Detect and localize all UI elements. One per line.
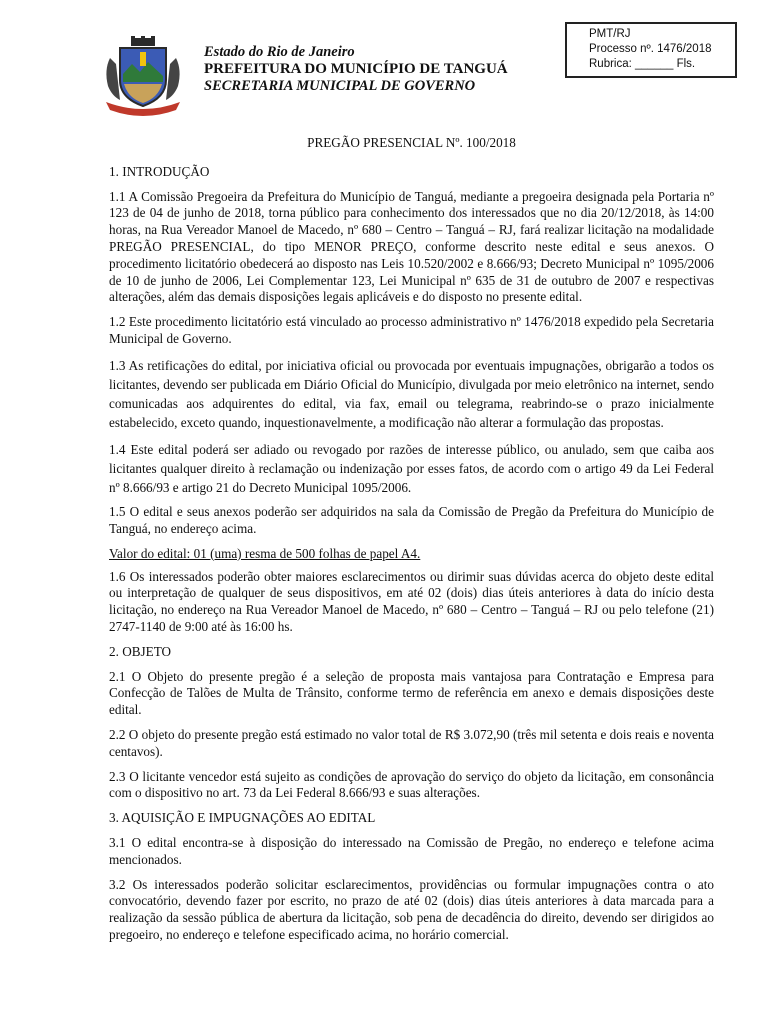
paragraph-2-2: 2.2 O objeto do presente pregão está estimado no valor total de R$ 3.072,90 (três mil setenta e dois reais e noventa centavos). xyxy=(109,726,714,759)
edital-value: Valor do edital: 01 (uma) resma de 500 folhas de papel A4. xyxy=(109,545,421,561)
protocol-stamp xyxy=(565,22,737,78)
paragraph-1-4: 1.4 Este edital poderá ser adiado ou revogado por razões de interesse público, ou anulado, sem que caiba aos licitantes qualquer direito à reclamação ou indenização por esses fatos, de acordo com o artigo 49 da Lei Federal nº 8.666/93 e artigo 21 do Decreto Municipal 1095/2006. xyxy=(109,441,714,495)
section-heading-aquisicao: 3. AQUISIÇÃO E IMPUGNAÇÕES AO EDITAL xyxy=(109,810,376,826)
state-name: Estado do Rio de Janeiro xyxy=(204,44,355,60)
paragraph-1-3: 1.3 As retificações do edital, por iniciativa oficial ou provocada por eventuais impugnações, obrigarão a todos os licitantes, devendo ser publicada em Diário Oficial do Município, divulgada por meio eletrônico na internet, sendo comunicadas aos adquirentes do edital, via fax, email ou telegrama, reabrindo-se o prazo inicialmente estabelecido, exceto quando, inquestionavelmente, a modificação não alterar a formulação das propostas. xyxy=(109,357,714,431)
paragraph-2-3: 2.3 O licitante vencedor está sujeito as condições de aprovação do serviço do objeto da licitação, em consonância com o dispositivo no art. 73 da Lei Federal 8.666/93 e suas alterações. xyxy=(109,768,714,801)
document-body xyxy=(109,135,714,952)
crest-sun xyxy=(140,52,146,66)
paragraph-1-1: 1.1 A Comissão Pregoeira da Prefeitura do Município de Tanguá, mediante a pregoeira designada pela Portaria nº 123 de 04 de junho de 2018, torna público para conhecimento dos interessados que no dia 20/12/2018, às 14:00 horas, na Rua Vereador Manoel de Macedo, nº 680 – Centro – Tanguá – RJ, fará realizar licitação na modalidade PREGÃO PRESENCIAL, do tipo MENOR PREÇO, conforme descrito neste edital e seus anexos. O procedimento licitatório obedecerá ao disposto nas Leis 10.520/2002 e 8.666/93; Decreto Municipal nº 1095/2006 de 10 de junho de 2006, Lei Complementar 123, Lei Municipal nº 635 de 31 de outubro de 2007 e respectivas alterações, além das demais disposições legais aplicáveis e do disposto no presente edital. xyxy=(109,188,714,305)
secretaria-name: SECRETARIA MUNICIPAL DE GOVERNO xyxy=(204,78,476,94)
prefeitura-name: PREFEITURA DO MUNICÍPIO DE TANGUÁ xyxy=(204,61,508,77)
stamp-line-processo: Processo nº. 1476/2018 xyxy=(589,43,712,55)
paragraph-3-2: 3.2 Os interessados poderão solicitar esclarecimentos, providências ou formular impugnações contra o ato convocatório, devendo fazer por escrito, no prazo de até 02 (dois) dias úteis anteriores à data marcada para a realização da sessão pública de abertura da licitação, sob pena de decadência do direito, devendo ser dirigidos ao pregoeiro, no endereço e telefone especificado acima, no horário comercial. xyxy=(109,876,714,942)
paragraph-2-1: 2.1 O Objeto do presente pregão é a seleção de proposta mais vantajosa para Contratação e Empresa para Confecção de Talões de Multa de Trânsito, conforme termo de referência em anexo e demais disposições deste edital. xyxy=(109,668,714,718)
paragraph-1-6: 1.6 Os interessados poderão obter maiores esclarecimentos ou dirimir suas dúvidas acerca do objeto deste edital ou interpretação de qualquer de seus dispositivos, em até 02 (dois) dias úteis anteriores à data do início desta licitação, no endereço na Rua Vereador Manoel de Macedo, nº 680 – Centro – Tanguá – RJ ou pelo telefone (21) 2747-1140 de 9:00 até às 16:00 hs. xyxy=(109,568,714,634)
crest-left-branch xyxy=(106,58,120,100)
stamp-line-rubrica: Rubrica: ______ Fls. xyxy=(589,58,696,70)
municipal-crest-icon xyxy=(100,36,186,116)
crest-right-branch xyxy=(166,58,180,100)
section-heading-introducao: 1. INTRODUÇÃO xyxy=(109,163,210,179)
document-header xyxy=(204,44,508,95)
paragraph-1-5: 1.5 O edital e seus anexos poderão ser adquiridos na sala da Comissão de Pregão da Prefeitura do Município de Tanguá, no endereço acima. xyxy=(109,504,714,536)
paragraph-1-2: 1.2 Este procedimento licitatório está vinculado ao processo administrativo nº 1476/2018 expedido pela Secretaria Municipal de Governo. xyxy=(109,314,714,346)
crest-crown xyxy=(131,36,155,46)
document-title: PREGÃO PRESENCIAL Nº. 100/2018 xyxy=(307,135,516,150)
stamp-line-pmt: PMT/RJ xyxy=(589,28,631,40)
section-heading-objeto: 2. OBJETO xyxy=(109,643,172,659)
paragraph-3-1: 3.1 O edital encontra-se à disposição do interessado na Comissão de Pregão, no endereço e telefone acima mencionados. xyxy=(109,834,714,867)
